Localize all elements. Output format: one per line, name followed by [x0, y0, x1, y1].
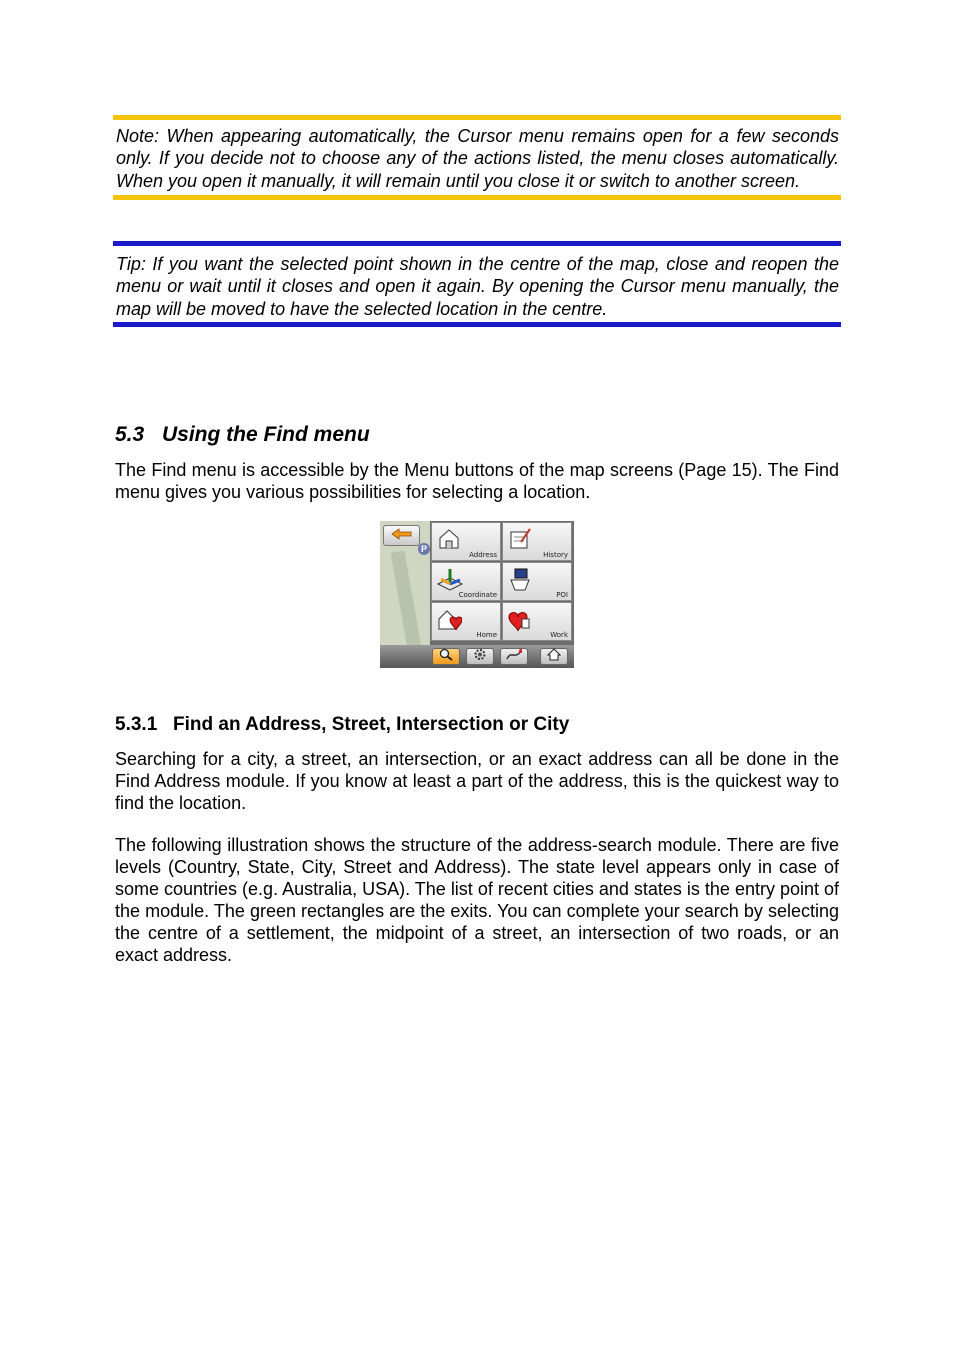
find-work-button[interactable]: [502, 602, 572, 641]
parking-badge: P: [418, 543, 430, 555]
find-options-grid: [431, 522, 574, 642]
subsection-paragraph-1: Searching for a city, a street, an intersection, or an exact address can all be done in the Find Address module. If you know at least a part of the address, this is the quickest way to find the location.: [115, 749, 839, 813]
section-number: 5.3: [115, 423, 145, 446]
find-tab[interactable]: [432, 648, 460, 665]
magnifier-icon: [439, 648, 453, 666]
tile-label-history: History: [543, 551, 568, 559]
map-road: [391, 551, 424, 645]
home-tab[interactable]: [540, 648, 568, 665]
home-icon: [547, 648, 561, 666]
section-body: [115, 459, 839, 503]
route-tab[interactable]: [500, 648, 528, 665]
subsection-paragraph-2: The following illustration shows the structure of the address-search module. There are five levels (Country, State, City, Street and Address). The state level appears only in case of some countries (e.g. Australia, USA). The list of recent cities and states is the entry point of the module. The green rectangles are the exits. You can complete your search by selecting the centre of a settlement, the midpoint of a street, an intersection of two roads, or an exact address.: [115, 835, 840, 965]
subsection-body-2: [115, 834, 839, 966]
gear-icon: [473, 648, 487, 666]
find-coordinate-button[interactable]: [431, 562, 501, 601]
tile-label-address: Address: [469, 551, 497, 559]
section-paragraph: The Find menu is accessible by the Menu buttons of the map screens (Page 15). The Find menu gives you various possibilities for selecting a location.: [115, 460, 839, 502]
route-icon: [506, 648, 522, 666]
find-history-button[interactable]: [502, 522, 572, 561]
note-text: Note: When appearing automatically, the Cursor menu remains open for a few seconds only. If you decide not to choose any of the actions listed, the menu closes automatically. When you open it manually, it will remain until you close it or switch to another screen.: [116, 126, 839, 191]
note-box: [113, 115, 841, 200]
subsection-title: Find an Address, Street, Intersection or City: [173, 714, 570, 735]
find-address-button[interactable]: [431, 522, 501, 561]
tip-text: Tip: If you want the selected point shown in the centre of the map, close and reopen the menu or wait until it closes and open it again. By opening the Cursor menu manually, the map will be moved to have the selected location in the centre.: [116, 254, 839, 319]
tile-label-coordinate: Coordinate: [458, 591, 497, 599]
back-arrow-icon: [391, 527, 413, 545]
tile-label-home: Home: [476, 631, 497, 639]
subsection-body-1: [115, 748, 839, 814]
tip-box: [113, 241, 841, 327]
subsection-number: 5.3.1: [115, 714, 158, 735]
find-home-button[interactable]: [431, 602, 501, 641]
tile-label-work: Work: [550, 631, 568, 639]
section-title: Using the Find menu: [162, 423, 370, 446]
subsection-heading: [115, 714, 569, 736]
settings-tab[interactable]: [466, 648, 494, 665]
tile-label-poi: POI: [556, 591, 568, 599]
back-button[interactable]: [383, 525, 420, 546]
bottom-toolbar: [380, 645, 574, 668]
find-menu-screenshot: [380, 521, 574, 668]
section-heading: [115, 423, 370, 447]
find-poi-button[interactable]: [502, 562, 572, 601]
map-preview: [380, 521, 430, 645]
